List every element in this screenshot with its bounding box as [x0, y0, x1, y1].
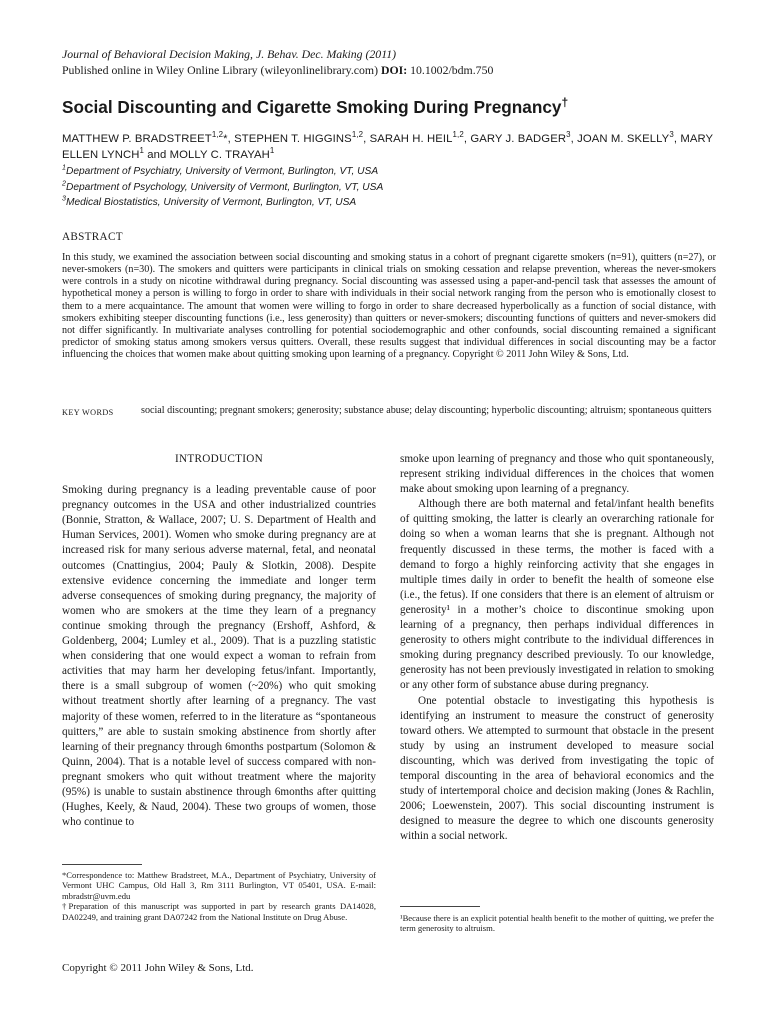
- body-paragraph: Smoking during pregnancy is a leading preventable cause of poor pregnancy outcomes in the USA and other industrialized countries (Bonnie, Stratton, & Wallace, 2007; U. S. Department of Health and Human Services, 2001). Women who smoke during pregnancy are at increased risk for many serious adverse maternal, fetal, and neonatal outcomes (Cnattingius, 2004; Pauly & Slotkin, 2008). Despite extensive evidence concerning the immediate and longer term adverse consequences of smoking during pregnancy, the majority of women who are smokers at the time they learn of a pregnancy continue smoking through the pregnancy (Ershoff, Ashford, & Goldenberg, 2004; Lumley et al., 2009). That is a puzzling statistic when considering that one would expect a woman to refrain from activities that may harm her developing fetus/infant. Importantly, there is a small subgroup of women (~20%) who quit smoking without treatment shortly after learning of a pregnancy. The vast majority of these women, referred to in the literature as “spontaneous quitters,” are able to sustain smoking abstinence from shortly after learning of their pregnancy through 6months postpartum (Solomon & Quinn, 2004). That is a notable level of success compared with non-pregnant smokers who quit without treatment where the majority (95%) is unable to sustain abstinence through 6months after quitting (Hughes, Keely, & Naud, 2004). These two groups of women, those who continue to: [62, 484, 376, 829]
- author-separator: ,: [570, 133, 578, 145]
- author-name: SARAH H. HEIL: [369, 133, 453, 145]
- footnote-generosity: ¹Because there is an explicit potential health benefit to the mother of quitting, we prefer the term generosity to altruism.: [400, 913, 714, 934]
- author-separator: ,: [673, 133, 678, 145]
- doi-link[interactable]: 10.1002/bdm.750: [407, 63, 494, 77]
- affiliation-number: 3: [62, 194, 66, 203]
- body-paragraph: Although there are both maternal and fetal/infant health benefits of quitting smoking, the latter is clearly an overarching rationale for doing so when a woman learns that she is pregnant. Although not frequently discussed in these terms, the mother is faced with a demand to forgo a highly reinforcing activity that she engages in multiple times daily in order to benefit the health of someone else (i.e., the fetus). If one considers that there is an element of altruism or generosity¹ in a mother’s choice to discontinue smoking upon learning of a pregnancy, then perhaps individual differences in generosity to others might contribute to the individual differences in smoking during pregnancy described previously. To our knowledge, generosity has not been previously investigated in relation to smoking or any other form of substance abuse during pregnancy.: [400, 498, 714, 692]
- author-affiliation-mark: 1: [269, 145, 275, 155]
- journal-citation: Journal of Behavioral Decision Making, J. Behav. Dec. Making (2011): [62, 47, 397, 61]
- affiliation-item: [62, 180, 722, 196]
- author-name: JOAN M. SKELLY: [577, 133, 670, 145]
- footnote-correspondence: *Correspondence to: Matthew Bradstreet, M.A., Department of Psychiatry, University of Vermont UHC Campus, Old Hall 3, Rm 3111 Burlington, VT 05401, USA. E-mail: mbradstr@uvm.edu: [62, 870, 376, 901]
- author-separator: *,: [223, 133, 235, 145]
- author-affiliation-mark: 1: [139, 145, 144, 155]
- author-separator: and: [144, 148, 170, 161]
- publication-line: [62, 62, 712, 78]
- right-column: [400, 452, 714, 844]
- paper-title-text: Social Discounting and Cigarette Smoking During Pregnancy: [62, 97, 562, 117]
- footnotes-left: [62, 870, 376, 922]
- author-affiliation-mark: 3: [566, 130, 571, 140]
- affiliation-item: [62, 164, 722, 180]
- paper-title: [62, 96, 712, 118]
- author-affiliation-mark: 1,2: [211, 130, 224, 140]
- author-name: STEPHEN T. HIGGINS: [234, 133, 352, 145]
- keywords-text: social discounting; pregnant smokers; generosity; substance abuse; delay discounting; hyperbolic discounting; altruism; spontaneous quitters: [141, 405, 712, 416]
- title-footnote-mark: †: [561, 95, 569, 110]
- body-paragraph: One potential obstacle to investigating this hypothesis is identifying an instrument to measure the construct of generosity toward others. We attempted to surmount that obstacle in the present study by using an instrument developed to measure social discounting, which was derived from investigating the topic of temporal discounting in the area of behavioral economics and the study of intertemporal choice and decision making (Jones & Rachlin, 2006; Loewenstein, 2007). This social discounting instrument is designed to measure the degree to which one discounts generosity within a social network.: [400, 694, 714, 843]
- section-heading-introduction: INTRODUCTION: [174, 453, 264, 465]
- footnote-divider: [400, 906, 480, 907]
- author-name: MARY ELLEN LYNCH: [62, 133, 713, 161]
- published-online-text: Published online in Wiley Online Library (wileyonlinelibrary.com): [62, 63, 381, 77]
- footnote-divider: [62, 864, 142, 865]
- author-affiliation-mark: 1,2: [452, 130, 464, 140]
- author-affiliation-mark: 3: [669, 130, 674, 140]
- keywords-label: KEY WORDS: [62, 408, 114, 417]
- affiliation-number: 2: [62, 179, 66, 188]
- body-paragraph: smoke upon learning of pregnancy and those who quit spontaneously, represent striking individual differences in the choices that women make about smoking upon learning of a pregnancy.: [400, 453, 714, 496]
- abstract-heading: ABSTRACT: [62, 231, 123, 243]
- affiliation-item: [62, 195, 722, 211]
- affiliation-text: Medical Biostatistics, University of Vermont, Burlington, VT, USA: [65, 197, 357, 208]
- keywords-block: [62, 404, 716, 417]
- author-list: [62, 132, 722, 163]
- journal-header: [62, 46, 712, 78]
- affiliation-text: Department of Psychiatry, University of Vermont, Burlington, VT, USA: [65, 166, 379, 177]
- doi-label: DOI:: [380, 63, 408, 77]
- author-name: MOLLY C. TRAYAH: [169, 148, 270, 161]
- left-column: [62, 452, 376, 830]
- copyright-footer: Copyright © 2011 John Wiley & Sons, Ltd.: [62, 962, 254, 974]
- author-name: MATTHEW P. BRADSTREET: [62, 133, 212, 145]
- author-name: GARY J. BADGER: [470, 133, 567, 145]
- author-affiliation-mark: 1,2: [351, 130, 364, 140]
- footnote-support: †Preparation of this manuscript was supported in part by research grants DA14028, DA02249, and training grant DA07242 from the National Institute on Drug Abuse.: [62, 901, 376, 922]
- affiliation-text: Department of Psychology, University of Vermont, Burlington, VT, USA: [65, 181, 384, 193]
- affiliation-list: [62, 164, 722, 211]
- author-separator: ,: [463, 133, 471, 145]
- abstract-body: In this study, we examined the association between social discounting and smoking status in a cohort of pregnant cigarette smokers (n=91), quitters (n=27), or never-smokers (n=30). The smokers and quitters were participants in clinical trials on smoking cessation and relapse prevention, whereas the never-smokers were controls in a study on nicotine withdrawal during pregnancy. Social discounting was assessed using a paper-and-pencil task that assesses the amount of hypothetical money a person is willing to forgo in order to share with individuals in their social network ranging from the person who is emotionally closest to them to a mere acquaintance. The amount that women were willing to forgo in order to share decreased hyperbolically as a function of social distance, with smokers exhibiting steeper discounting functions (i.e., less generosity) than quitters or never-smokers; discounting functions of quitters and never-smokers did not differ significantly. In multivariate analyses controlling for potential sociodemographic and other confounds, social discounting remained a significant predictor of smoking status among smokers versus quitters. Overall, these results suggest that individual differences in social discounting may be a factor influencing the choices that women make about quitting smoking upon learning of a pregnancy. Copyright © 2011 John Wiley & Sons, Ltd.: [62, 252, 716, 361]
- author-separator: ,: [363, 133, 370, 145]
- affiliation-number: 1: [62, 163, 66, 172]
